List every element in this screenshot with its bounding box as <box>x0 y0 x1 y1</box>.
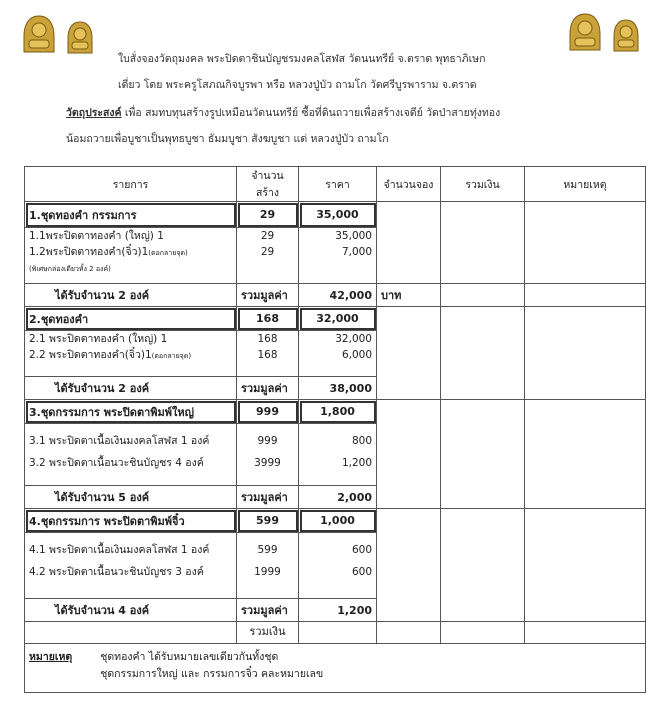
set-total-value: 2,000 <box>299 486 377 509</box>
sum-cell[interactable] <box>441 307 525 400</box>
item-name: 4.2 พระปิดตาเนื้อนวะชินบัญชร 3 องค์ <box>29 566 204 578</box>
item-name: 2.1 พระปิดตาทองคำ (ใหญ่) 1 <box>29 333 168 345</box>
set-title-row <box>25 307 646 331</box>
set-summary-row <box>25 284 646 307</box>
set-title-row <box>25 509 646 533</box>
set-title: 4.ชุดกรรมการ พระปิดตาพิมพ์จิ๋ว <box>25 509 237 533</box>
set-items <box>25 533 237 599</box>
remark-cell[interactable] <box>525 284 646 307</box>
set-price: 1,800 <box>299 400 377 424</box>
col-header-remarks: หมายเหตุ <box>525 167 646 202</box>
set-receive-text: ได้รับจำนวน 5 องค์ <box>25 486 237 509</box>
reserve-cell[interactable] <box>377 202 441 284</box>
set-items <box>25 424 237 486</box>
note-row <box>25 644 646 693</box>
header-line-2: เดี่ยว โดย พระครูโสภณกิจบูรพา หรือ หลวงปู่บัว ถามโก วัดศรีบูรพาราม จ.ตราด <box>118 79 477 91</box>
item-qtys: 999 3999 <box>237 424 299 486</box>
item-qtys: 29 29 <box>237 228 299 284</box>
note-line-2: ชุดกรรมการใหญ่ และ กรรมการจิ๋ว คละหมายเลข <box>100 668 324 680</box>
col-header-qty-made: จำนวนสร้าง <box>237 167 299 202</box>
item-name: 1.1พระปิดตาทองคำ (ใหญ่) 1 <box>29 230 164 242</box>
item-prices: 32,000 6,000 <box>299 331 377 377</box>
header-line-4: น้อมถวายเพื่อบูชาเป็นพุทธบูชา ธัมมบูชา สังฆบูชา แด่ หลวงปู่บัว ถามโก <box>66 133 389 145</box>
set-receive-text: ได้รับจำนวน 2 องค์ <box>25 377 237 400</box>
set-total-value: 38,000 <box>299 377 377 400</box>
note-line-1: ชุดทองคำ ได้รับหมายเลขเดียวกันทั้งชุด <box>100 651 279 663</box>
sum-cell[interactable] <box>441 202 525 284</box>
col-header-price: ราคา <box>299 167 377 202</box>
purpose-text: เพื่อ สมทบทุนสร้างรูปเหมือนวัดนนทรีย์ ซื้อที่ดินถวายเพื่อสร้างเจดีย์ วัดป่าสายทุ่งทอง <box>121 107 501 119</box>
set-total-label: รวมมูลค่า <box>237 377 299 400</box>
item-qtys: 168 168 <box>237 331 299 377</box>
grand-total-row <box>25 622 646 644</box>
item-prices: 600 600 <box>299 533 377 599</box>
set-items <box>25 331 237 377</box>
set-receive-text: ได้รับจำนวน 2 องค์ <box>25 284 237 307</box>
set-qty: 999 <box>237 400 299 424</box>
item-name: 1.2พระปิดตาทองคำ(จิ๋ว)1(ตอกลายจุด) <box>29 246 188 258</box>
note-cell <box>25 644 646 693</box>
item-name: 4.1 พระปิดตาเนื้อเงินมงคลโสฬส 1 องค์ <box>29 544 210 556</box>
set-title: 3.ชุดกรรมการ พระปิดตาพิมพ์ใหญ่ <box>25 400 237 424</box>
col-header-qty-reserved: จำนวนจอง <box>377 167 441 202</box>
header-line-1: ใบสั่งจองวัตถุมงคล พระปิดตาชินบัญชรมงคลโสฬส วัดนนทรีย์ จ.ตราด พุทธาภิเษก <box>118 53 486 65</box>
set-title: 2.ชุดทองคำ <box>25 307 237 331</box>
remark-cell[interactable] <box>525 400 646 509</box>
item-name: 2.2 พระปิดตาทองคำ(จิ๋ว)1(ตอกลายจุด) <box>29 349 192 361</box>
set-price: 32,000 <box>299 307 377 331</box>
item-extra-note: (พิเศษกล่องเดียวทั้ง 2 องค์) <box>29 265 111 273</box>
reserve-cell[interactable] <box>377 509 441 622</box>
set-title-row <box>25 202 646 228</box>
sum-cell[interactable] <box>441 400 525 509</box>
reserve-cell[interactable] <box>377 400 441 509</box>
order-table <box>24 166 646 693</box>
item-prices: 800 1,200 <box>299 424 377 486</box>
amulet-image-left-2 <box>64 20 96 56</box>
amulet-image-left-1 <box>20 14 58 56</box>
col-header-item: รายการ <box>25 167 237 202</box>
grand-total-sum[interactable] <box>441 622 525 644</box>
grand-total-label: รวมเงิน <box>237 622 299 644</box>
item-name: 3.1 พระปิดตาเนื้อเงินมงคลโสฬส 1 องค์ <box>29 435 210 447</box>
set-total-label: รวมมูลค่า <box>237 486 299 509</box>
amulet-image-right-2 <box>610 18 642 54</box>
remark-cell[interactable] <box>525 509 646 622</box>
set-total-value: 42,000 <box>299 284 377 307</box>
grand-total-value[interactable] <box>299 622 377 644</box>
reserve-cell[interactable] <box>377 307 441 400</box>
grand-total-remark[interactable] <box>525 622 646 644</box>
set-price: 35,000 <box>299 202 377 228</box>
col-header-total: รวมเงิน <box>441 167 525 202</box>
set-title-row <box>25 400 646 424</box>
set-total-label: รวมมูลค่า <box>237 599 299 622</box>
note-label: หมายเหตุ <box>29 651 73 663</box>
set-qty: 599 <box>237 509 299 533</box>
item-name: 3.2 พระปิดตาเนื้อนวะชินบัญชร 4 องค์ <box>29 457 204 469</box>
header-line-3 <box>66 104 500 121</box>
set-receive-text: ได้รับจำนวน 4 องค์ <box>25 599 237 622</box>
set-price: 1,000 <box>299 509 377 533</box>
amulet-image-right-1 <box>566 12 604 54</box>
remark-cell[interactable] <box>525 202 646 284</box>
purpose-label: วัตถุประสงค์ <box>66 107 122 119</box>
set-title: 1.ชุดทองคำ กรรมการ <box>25 202 237 228</box>
sum-cell[interactable] <box>441 509 525 622</box>
grand-total-spacer <box>25 622 237 644</box>
set-qty: 168 <box>237 307 299 331</box>
item-qtys: 599 1999 <box>237 533 299 599</box>
set-total-label: รวมมูลค่า <box>237 284 299 307</box>
set-qty: 29 <box>237 202 299 228</box>
item-prices: 35,000 7,000 <box>299 228 377 284</box>
set-total-value: 1,200 <box>299 599 377 622</box>
grand-total-reserve[interactable] <box>377 622 441 644</box>
remark-cell[interactable] <box>525 307 646 400</box>
set-total-unit: บาท <box>377 284 441 307</box>
sum-cell[interactable] <box>441 284 525 307</box>
table-header-row <box>25 167 646 202</box>
set-items <box>25 228 237 284</box>
